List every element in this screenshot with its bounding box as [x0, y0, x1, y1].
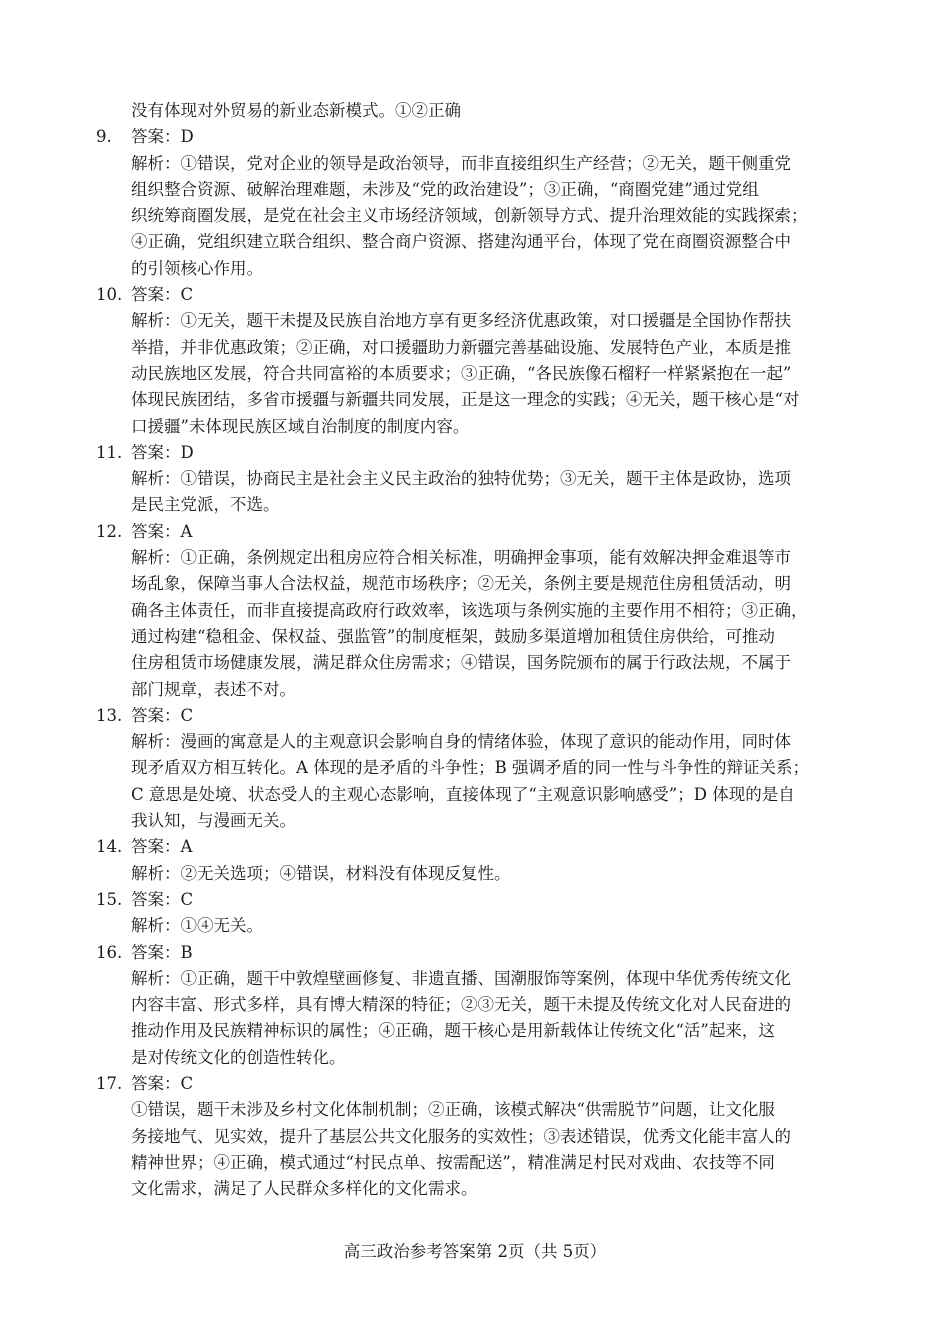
explanation-line: 举措，并非优惠政策；②正确，对口援疆助力新疆完善基础设施、发展特色产业，本质是推: [131, 337, 791, 357]
explanation-line: 解析：①错误，协商民主是社会主义民主政治的独特优势；③无关，题干主体是政协，选项: [131, 469, 791, 489]
intro-line: 没有体现对外贸易的新业态新模式。①②正确: [131, 101, 461, 120]
explanation-line: 文化需求，满足了人民群众多样化的文化需求。: [131, 1179, 478, 1199]
answer-heading: [96, 834, 856, 860]
answer-block: [96, 519, 856, 703]
answer-label: 答案：C: [131, 889, 194, 909]
answer-block: [96, 940, 856, 1071]
answer-content: [96, 98, 856, 1202]
answer-block: [96, 282, 856, 440]
explanation-line: 解析：漫画的寓意是人的主观意识会影响自身的情绪体验，体现了意识的能动作用，同时体: [131, 732, 791, 752]
explanation-line: C 意思是处境、状态受人的主观心态影响，直接体现了“主观意识影响感受”；D 体现的是自: [131, 784, 795, 804]
explanation-line: 解析：①正确，题干中敦煌壁画修复、非遗直播、国潮服饰等案例，体现中华优秀传统文化: [131, 968, 791, 988]
answer-label: 答案：D: [131, 442, 194, 462]
question-number: 12.: [96, 521, 123, 541]
page-footer: 高三政治参考答案第 2页（共 5页）: [343, 1242, 607, 1261]
explanation-line: 口援疆”未体现民族区域自治制度的制度内容。: [131, 416, 470, 436]
answer-heading: [96, 440, 856, 466]
answer-label: 答案：A: [131, 521, 193, 541]
explanation-line: 确各主体责任，而非直接提高政府行政效率，该选项与条例实施的主要作用不相符；③正确，: [131, 600, 808, 620]
explanation-line: 场乱象，保障当事人合法权益，规范市场秩序；②无关，条例主要是规范住房租赁活动，明: [131, 574, 791, 594]
explanation-line: 组织整合资源、破解治理难题，未涉及“党的政治建设”；③正确，“商圈党建”通过党组: [131, 179, 759, 199]
question-number: 14.: [96, 837, 123, 857]
answer-block: [96, 1071, 856, 1202]
explanation-line: 精神世界；④正确，模式通过“村民点单、按需配送”，精准满足村民对戏曲、农技等不同: [131, 1152, 775, 1172]
answer-heading: [96, 519, 856, 545]
explanation-line: 体现民族团结，多省市援疆与新疆共同发展，正是这一理念的实践；④无关，题干核心是“对: [131, 390, 800, 410]
answer-block: [96, 887, 856, 940]
answer-block: [96, 124, 856, 282]
explanation-line: 务接地气、见实效，提升了基层公共文化服务的实效性；③表述错误，优秀文化能丰富人的: [131, 1126, 791, 1146]
explanation-line: 住房租赁市场健康发展，满足群众住房需求；④错误，国务院颁布的属于行政法规，不属于: [131, 653, 791, 673]
explanation-line: 的引领核心作用。: [131, 258, 263, 278]
answer-heading: [96, 124, 856, 150]
explanation-line: 是对传统文化的创造性转化。: [131, 1047, 346, 1067]
explanation-line: 内容丰富、形式多样，具有博大精深的特征；②③无关，题干未提及传统文化对人民奋进的: [131, 995, 791, 1015]
question-number: 10.: [96, 285, 123, 305]
answer-label: 答案：C: [131, 1073, 194, 1093]
answer-heading: [96, 703, 856, 729]
answer-label: 答案：B: [131, 942, 193, 962]
question-number: 17.: [96, 1073, 123, 1093]
answer-label: 答案：C: [131, 285, 194, 305]
explanation-line: 织统筹商圈发展，是党在社会主义市场经济领域，创新领导方式、提升治理效能的实践探索；: [131, 206, 808, 226]
answer-heading: [96, 1071, 856, 1097]
explanation-line: ④正确，党组织建立联合组织、整合商户资源、搭建沟通平台，体现了党在商圈资源整合中: [131, 232, 791, 252]
answer-label: 答案：A: [131, 837, 193, 857]
question-number: 16.: [96, 942, 123, 962]
explanation-line: 是民主党派，不选。: [131, 495, 280, 515]
question-number: 11.: [96, 442, 123, 462]
answer-heading: [96, 940, 856, 966]
explanation-line: 解析：①无关，题干未提及民族自治地方享有更多经济优惠政策，对口援疆是全国协作帮扶: [131, 311, 791, 331]
question-number: 15.: [96, 889, 123, 909]
answer-block: [96, 834, 856, 887]
explanation-line: 我认知，与漫画无关。: [131, 811, 296, 831]
explanation-line: ①错误，题干未涉及乡村文化体制机制；②正确，该模式解决“供需脱节”问题，让文化服: [131, 1100, 775, 1120]
explanation-line: 解析：②无关选项；④错误，材料没有体现反复性。: [131, 863, 511, 883]
explanation-line: 动民族地区发展，符合共同富裕的本质要求；③正确，“各民族像石榴籽一样紧紧抱在一起”: [131, 363, 792, 383]
explanation-line: 推动作用及民族精神标识的属性；④正确，题干核心是用新载体让传统文化“活”起来，这: [131, 1021, 775, 1041]
answer-heading: [96, 887, 856, 913]
answer-label: 答案：C: [131, 705, 194, 725]
answer-block: [96, 440, 856, 519]
answer-block: [96, 703, 856, 834]
question-number: 13.: [96, 705, 123, 725]
explanation-line: 解析：①正确，条例规定出租房应符合相关标准，明确押金事项，能有效解决押金难退等市: [131, 548, 791, 568]
answer-heading: [96, 282, 856, 308]
question-number: 9.: [96, 127, 112, 147]
explanation-line: 解析：①④无关。: [131, 916, 263, 936]
answer-label: 答案：D: [131, 127, 194, 147]
explanation-line: 通过构建“稳租金、保权益、强监管”的制度框架，鼓励多渠道增加租赁住房供给，可推动: [131, 626, 775, 646]
explanation-line: 部门规章，表述不对。: [131, 679, 296, 699]
explanation-line: 解析：①错误，党对企业的领导是政治领导，而非直接组织生产经营；②无关，题干侧重党: [131, 153, 791, 173]
explanation-line: 现矛盾双方相互转化。A 体现的是矛盾的斗争性；B 强调矛盾的同一性与斗争性的辩证关系；: [131, 758, 810, 778]
